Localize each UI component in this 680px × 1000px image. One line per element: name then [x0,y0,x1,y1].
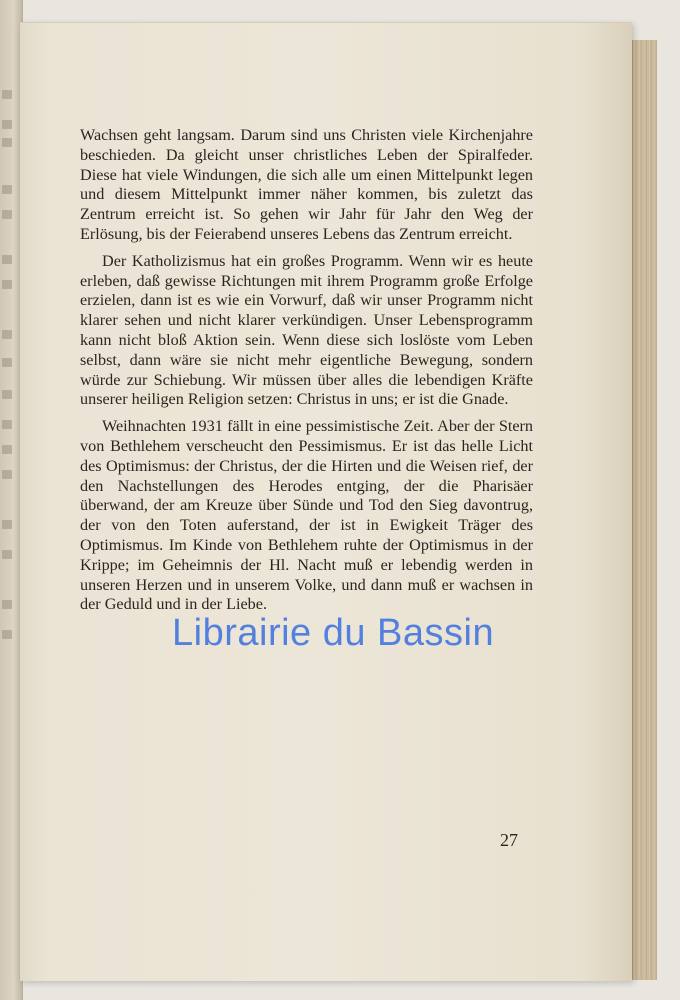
page-block-edge [632,40,657,980]
paragraph-2: Der Katholizismus hat ein großes Programm. Wenn wir es heute erleben, daß gewisse Richtungen mit ihrem Programm große Erfolge erzielen, dann ist es wie ein Vorwurf, daß wir unser Programm nicht klarer sehen und nicht klarer verkündigen. Unser Lebensprogramm kann nicht bloß Aktion sein. Wenn diese sich loslöste vom Leben selbst, dann wäre sie nicht mehr eigentliche Bewegung, sondern würde zur Schiebung. Wir müssen über alles die lebendigen Kräfte unserer heiligen Religion setzen: Christus in uns; er ist die Gnade. [80,251,533,409]
body-text [80,126,533,622]
paragraph-3: Weihnachten 1931 fällt in eine pessimistische Zeit. Aber der Stern von Bethlehem verscheucht den Pessimismus. Er ist das helle Licht des Optimismus: der Christus, der die Hirten und die Weisen rief, der den Nachstellungen des Herodes entging, der die Pharisäer überwand, der am Kreuze über Sünde und Tod den Sieg davontrug, der von den Toten auferstand, der ist in Ewigkeit Träger des Optimismus. Im Kinde von Bethlehem ruhte der Optimismus in der Krippe; im Geheimnis der Hl. Nacht muß er lebendig werden in unseren Herzen und in unserem Volke, und dann muß er wachsen in der Geduld und in der Liebe. [80,417,533,614]
left-page-text-fragments [2,90,18,650]
paragraph-1: Wachsen geht langsam. Darum sind uns Christen viele Kirchenjahre beschieden. Da gleicht unser christliches Leben der Spiralfeder. Diese hat viele Windungen, die sich alle um einen Mittelpunkt legen und diesem Mittelpunkt immer näher kommen, bis zuletzt das Zentrum erreicht ist. So gehen wir Jahr für Jahr den Weg der Erlösung, bis der Feierabend unseres Lebens das Zentrum erreicht. [80,126,533,243]
page-number: 27 [500,830,518,850]
watermark: Librairie du Bassin [172,612,495,654]
